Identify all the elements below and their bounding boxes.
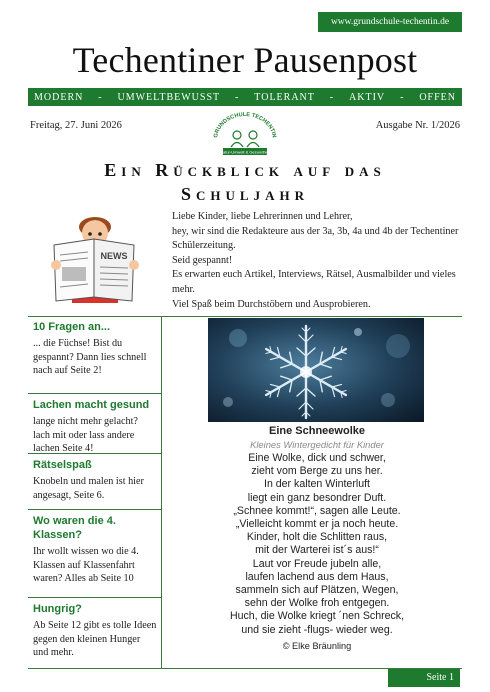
poem-line: und sie zieht -flugs- wieder weg. — [241, 623, 393, 636]
website-url-box — [318, 12, 462, 32]
sidebar-item-heading: Rätselspaß — [33, 459, 92, 471]
poem-line: sammeln sich auf Plätzen, Wegen, — [235, 584, 399, 597]
newspaper-headline-text: NEWS — [100, 251, 128, 261]
sidebar-item-lachen[interactable] — [28, 394, 161, 454]
newspaper-reader-illustration — [50, 205, 140, 305]
tagline-word: MODERN — [34, 91, 84, 103]
poem-section — [172, 424, 462, 653]
sidebar-item-klassenfahrt[interactable] — [28, 510, 161, 598]
snowflake-photo — [208, 318, 424, 422]
sidebar-item-text: Ihr wollt wissen wo die 4. Klassen auf Klassenfahrt waren? Alles ab Seite 10 — [33, 546, 139, 584]
poem-line: Kinder, holt die Schlitten raus, — [246, 531, 388, 544]
sidebar-divider — [161, 316, 162, 668]
intro-paragraph: Viel Spaß beim Durchstöbern und Ausprobieren. — [172, 298, 371, 310]
intro-paragraph: hey, wir sind die Redakteure aus der 3a, 3b, 4a und 4b der Techentiner Schülerzeitung. — [172, 225, 459, 252]
lead-headline: Ein Rückblick auf das Schuljahr — [104, 160, 386, 204]
issue-date: Freitag, 27. Juni 2026 — [30, 120, 122, 131]
school-logo-motto: Natur-Umwelt & Gesundheit — [220, 149, 270, 155]
poem-title: Eine Schneewolke — [269, 425, 365, 437]
tagline-word: UMWELTBEWUSST — [117, 91, 221, 103]
tagline-bar — [28, 88, 462, 106]
intro-text — [172, 210, 462, 312]
page-number-badge — [388, 669, 460, 687]
poem-line: zieht vom Berge zu uns her. — [251, 465, 383, 478]
intro-paragraph: Es erwarten euch Artikel, Interviews, Rätsel, Ausmalbilder und vieles mehr. — [172, 269, 456, 295]
tagline-separator: - — [98, 91, 103, 103]
sidebar-item-text: lange nicht mehr gelacht? lach mit oder lass andere lachen Seite 4! — [33, 416, 138, 454]
sidebar-item-heading: Hungrig? — [33, 603, 82, 615]
poem-lines — [172, 452, 462, 637]
intro-paragraph: Seid gespannt! — [172, 254, 233, 266]
poem-line: „Vielleicht kommt er ja noch heute. — [235, 518, 399, 531]
sidebar-item-hungrig[interactable] — [28, 598, 161, 668]
sidebar-item-heading: 10 Fragen an... — [33, 321, 111, 333]
school-logo — [209, 110, 281, 158]
tagline-word: TOLERANT — [254, 91, 315, 103]
poem-line: In der kalten Winterluft — [264, 478, 370, 491]
tagline-separator: - — [235, 91, 240, 103]
sidebar-item-text: Ab Seite 12 gibt es tolle Ideen gegen den kleinen Hunger und mehr. — [33, 620, 157, 658]
poem-line: Huch, die Wolke kriegt ´nen Schreck, — [229, 610, 405, 623]
tagline-separator: - — [400, 91, 405, 103]
poem-subtitle: Kleines Wintergedicht für Kinder — [250, 439, 384, 450]
sidebar-item-text: ... die Füchse! Bist du gespannt? Dann lies schnell nach auf Seite 2! — [33, 338, 147, 376]
website-url: www.grundschule-techentin.de — [330, 17, 450, 27]
sidebar-item-heading: Wo waren die 4. Klassen? — [33, 515, 116, 541]
sidebar-item-raetsel[interactable] — [28, 454, 161, 510]
poem-line: sehn der Wolke froh entgegen. — [244, 597, 390, 610]
poem-credit: © Elke Bräunling — [282, 640, 352, 651]
intro-paragraph: Liebe Kinder, liebe Lehrerinnen und Lehrer, — [172, 211, 353, 222]
tagline-separator: - — [329, 91, 335, 103]
school-logo-arc-text: GRUNDSCHULE TECHENTIN — [213, 111, 277, 139]
page-number: Seite 1 — [426, 672, 454, 683]
sidebar-item-fragen[interactable] — [28, 316, 161, 394]
poem-line: mit der Warterei ist´s aus!“ — [255, 544, 379, 557]
issue-number: Ausgabe Nr. 1/2026 — [375, 120, 460, 131]
svg-text:GRUNDSCHULE TECHENTIN — [213, 112, 277, 138]
tagline-word: AKTIV — [349, 91, 386, 103]
contents-sidebar — [28, 316, 161, 668]
poem-line: liegt ein ganz besondrer Duft. — [247, 491, 387, 504]
poem-line: Laut vor Freude jubeln alle, — [252, 557, 382, 570]
poem-line: Eine Wolke, dick und schwer, — [248, 452, 386, 464]
poem-line: „Schnee kommt!“, sagen alle Leute. — [233, 504, 401, 517]
sidebar-item-text: Knobeln und malen ist hier angesagt, Seite 6. — [33, 476, 144, 501]
sidebar-item-heading: Lachen macht gesund — [33, 399, 150, 411]
newspaper-masthead: Techentiner Pausenpost — [72, 40, 418, 80]
poem-line: laufen lachend aus dem Haus, — [245, 570, 389, 583]
tagline-word: OFFEN — [419, 91, 456, 103]
